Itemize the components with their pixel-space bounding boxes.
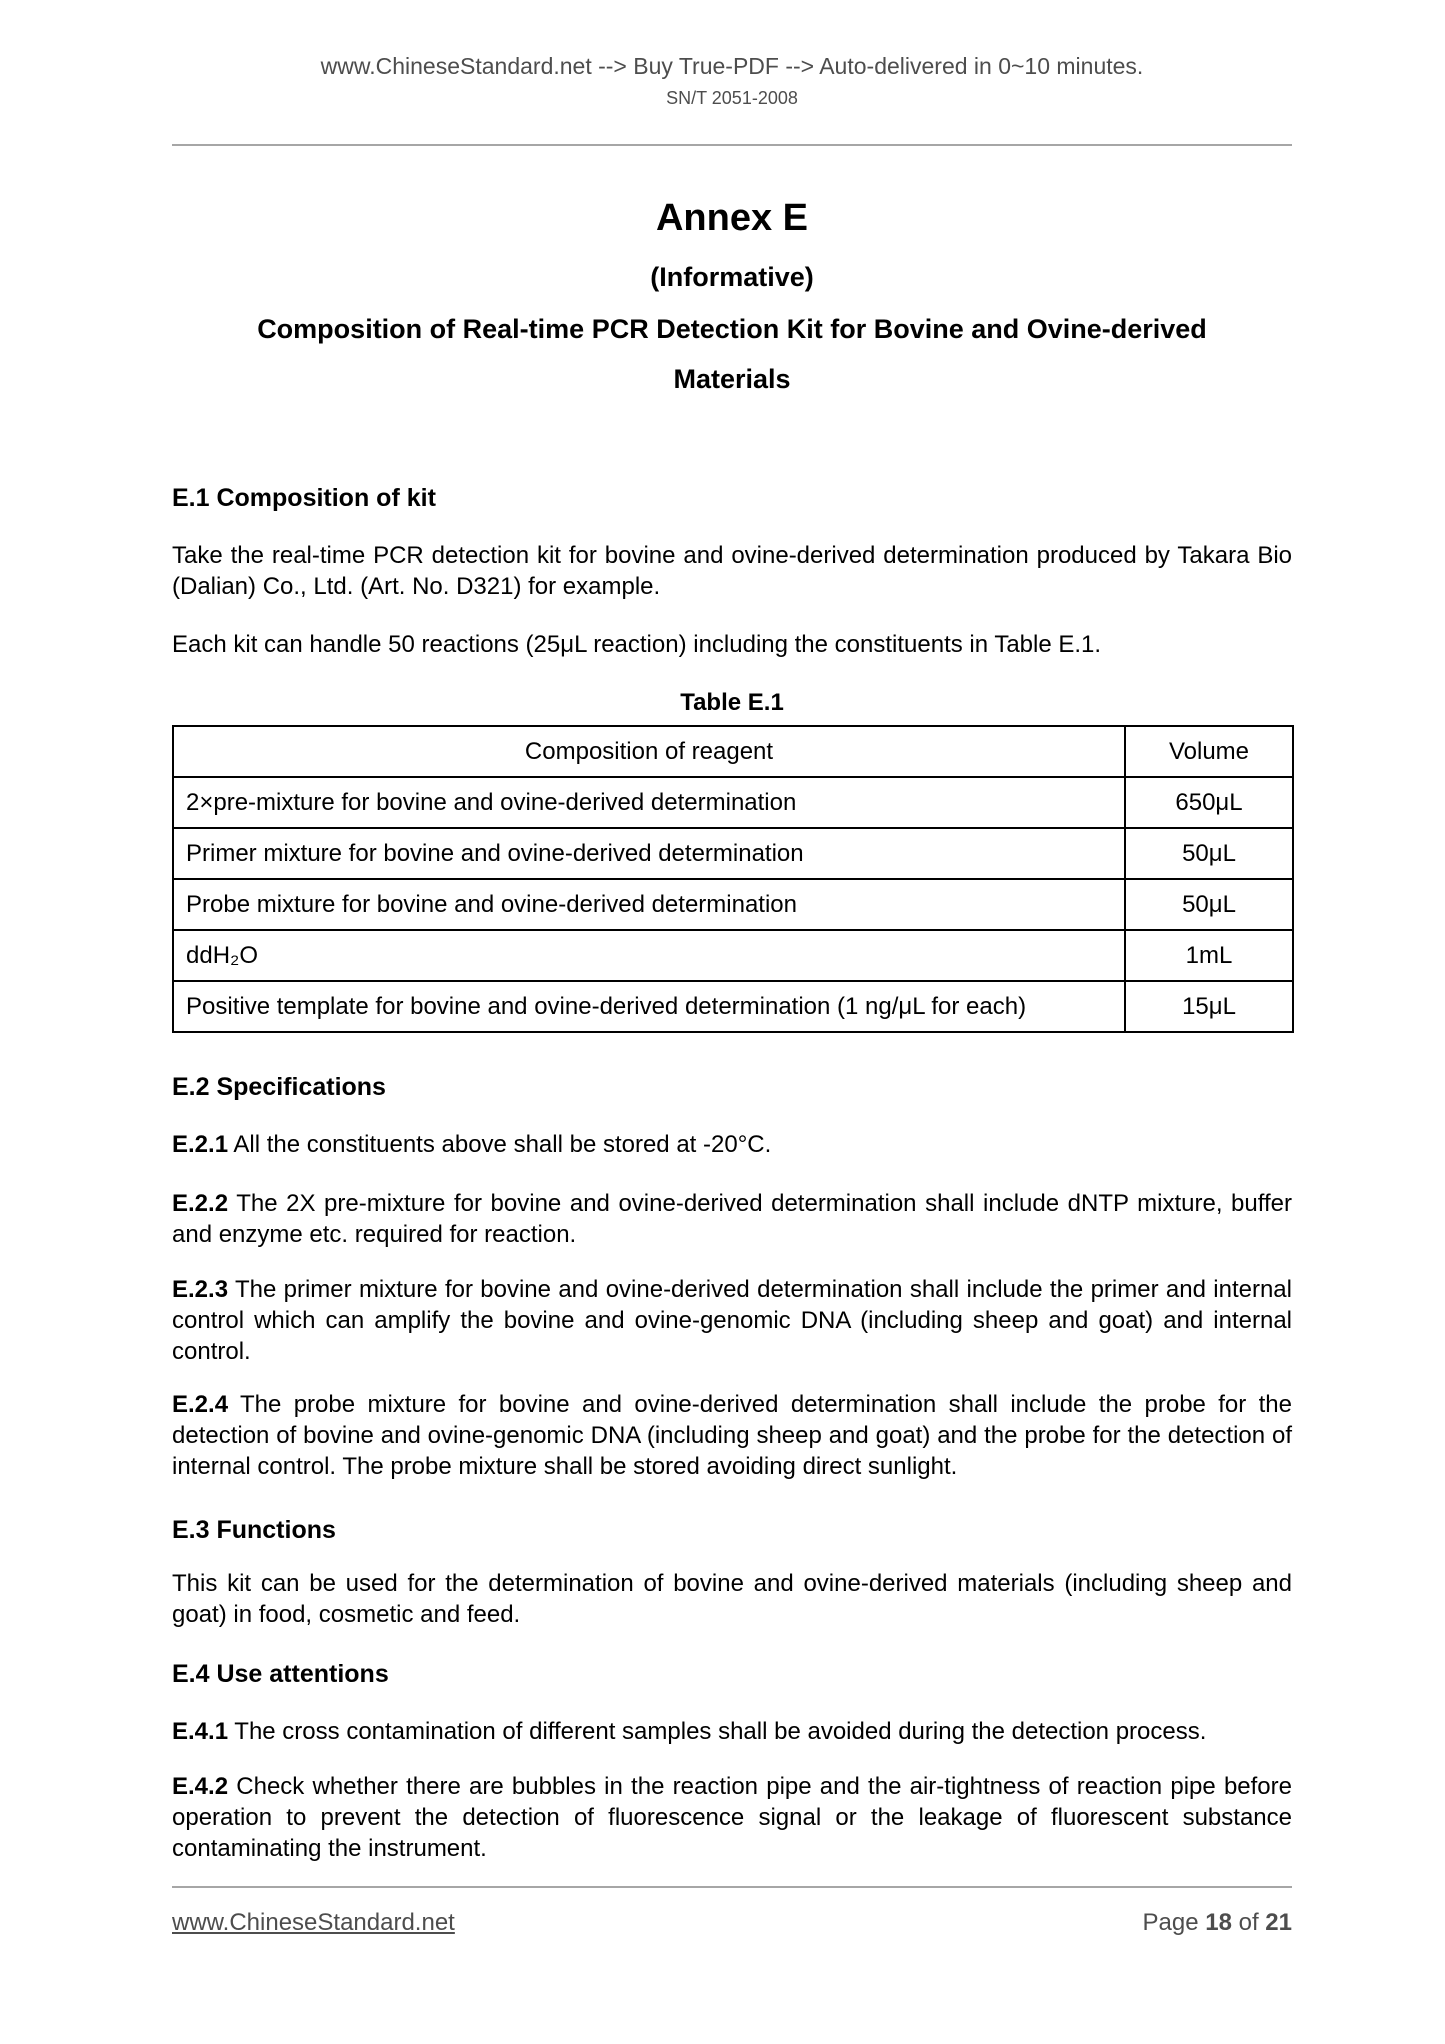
header-divider <box>172 144 1292 146</box>
clause-text: The 2X pre-mixture for bovine and ovine-derived determination shall include dNTP mixture, buffer and enzyme etc. required for reaction. <box>172 1190 1292 1248</box>
page-current: 18 <box>1205 1909 1232 1936</box>
of-word: of <box>1238 1909 1259 1936</box>
clause-number: E.4.2 <box>172 1773 229 1800</box>
paragraph-e4-1 <box>172 1716 1292 1747</box>
clause-text: All the constituents above shall be stored at -20°C. <box>233 1131 772 1158</box>
clause-text: Check whether there are bubbles in the reaction pipe and the air-tightness of reaction pipe before operation to prevent the detection of fluorescence signal or the leakage of fluorescent substance contaminating the instrument. <box>172 1773 1292 1862</box>
page-word: Page <box>1142 1909 1199 1936</box>
clause-number: E.2.1 <box>172 1131 229 1158</box>
cell-volume: 1mL <box>1125 930 1293 981</box>
table-row <box>173 828 1293 879</box>
table-row <box>173 930 1293 981</box>
page-indicator <box>1143 1908 1293 1938</box>
cell-reagent: ddH₂O <box>173 930 1125 981</box>
table-row <box>173 879 1293 930</box>
cell-reagent: Primer mixture for bovine and ovine-derived determination <box>173 828 1125 879</box>
document-page <box>172 0 1292 1864</box>
clause-number: E.2.3 <box>172 1276 229 1303</box>
header-doc-number: SN/T 2051-2008 <box>666 88 798 108</box>
paragraph-e1-1: Take the real-time PCR detection kit for bovine and ovine-derived determination produced by Takara Bio (Dalian) Co., Ltd. (Art. No. D321) for example. <box>172 542 1292 600</box>
table-row <box>173 777 1293 828</box>
annex-subtitle-line1: Composition of Real-time PCR Detection Kit for Bovine and Ovine-derived <box>257 314 1207 344</box>
section-e4-heading: E.4 Use attentions <box>172 1660 389 1688</box>
paragraph-e2-2 <box>172 1188 1292 1250</box>
annex-informative: (Informative) <box>650 262 814 292</box>
paragraph-e4-2 <box>172 1771 1292 1864</box>
page-header <box>172 0 1292 110</box>
cell-volume: 50μL <box>1125 828 1293 879</box>
clause-text: The cross contamination of different samples shall be avoided during the detection process. <box>234 1718 1207 1745</box>
table-e1 <box>172 725 1294 1033</box>
footer-divider <box>172 1886 1292 1888</box>
cell-reagent: 2×pre-mixture for bovine and ovine-derived determination <box>173 777 1125 828</box>
paragraph-e3-1: This kit can be used for the determination of bovine and ovine-derived materials (including sheep and goat) in food, cosmetic and feed. <box>172 1570 1292 1628</box>
column-header-volume: Volume <box>1125 726 1293 777</box>
annex-subtitle-line2: Materials <box>673 364 791 394</box>
annex-title: Annex E <box>655 197 809 239</box>
page-footer <box>172 1886 1292 1938</box>
clause-number: E.2.2 <box>172 1190 229 1217</box>
paragraph-e2-4 <box>172 1389 1292 1482</box>
footer-site-link[interactable]: www.ChineseStandard.net <box>172 1909 455 1936</box>
table-caption: Table E.1 <box>680 689 784 716</box>
clause-text: The probe mixture for bovine and ovine-derived determination shall include the probe for the detection of bovine and ovine-genomic DNA (including sheep and goat) and the probe for the detection of internal control. The probe mixture shall be stored avoiding direct sunlight. <box>172 1391 1293 1480</box>
table-header-row <box>173 726 1293 777</box>
header-banner: www.ChineseStandard.net --> Buy True-PDF --> Auto-delivered in 0~10 minutes. <box>320 53 1144 79</box>
cell-reagent: Probe mixture for bovine and ovine-derived determination <box>173 879 1125 930</box>
page-total: 21 <box>1265 1909 1292 1936</box>
section-e2-heading: E.2 Specifications <box>172 1073 386 1101</box>
clause-number: E.2.4 <box>172 1391 229 1418</box>
cell-reagent: Positive template for bovine and ovine-derived determination (1 ng/μL for each) <box>173 981 1125 1032</box>
cell-volume: 650μL <box>1125 777 1293 828</box>
table-row <box>173 981 1293 1032</box>
paragraph-e2-3 <box>172 1274 1292 1367</box>
column-header-reagent: Composition of reagent <box>173 726 1125 777</box>
section-e3-heading: E.3 Functions <box>172 1516 336 1544</box>
clause-number: E.4.1 <box>172 1718 229 1745</box>
paragraph-e1-2: Each kit can handle 50 reactions (25μL reaction) including the constituents in Table E.1. <box>172 631 1102 658</box>
clause-text: The primer mixture for bovine and ovine-derived determination shall include the primer and internal control which can amplify the bovine and ovine-genomic DNA (including sheep and goat) and internal control. <box>172 1276 1292 1365</box>
paragraph-e2-1 <box>172 1129 1292 1160</box>
section-e1-heading: E.1 Composition of kit <box>172 484 436 512</box>
cell-volume: 50μL <box>1125 879 1293 930</box>
cell-volume: 15μL <box>1125 981 1293 1032</box>
